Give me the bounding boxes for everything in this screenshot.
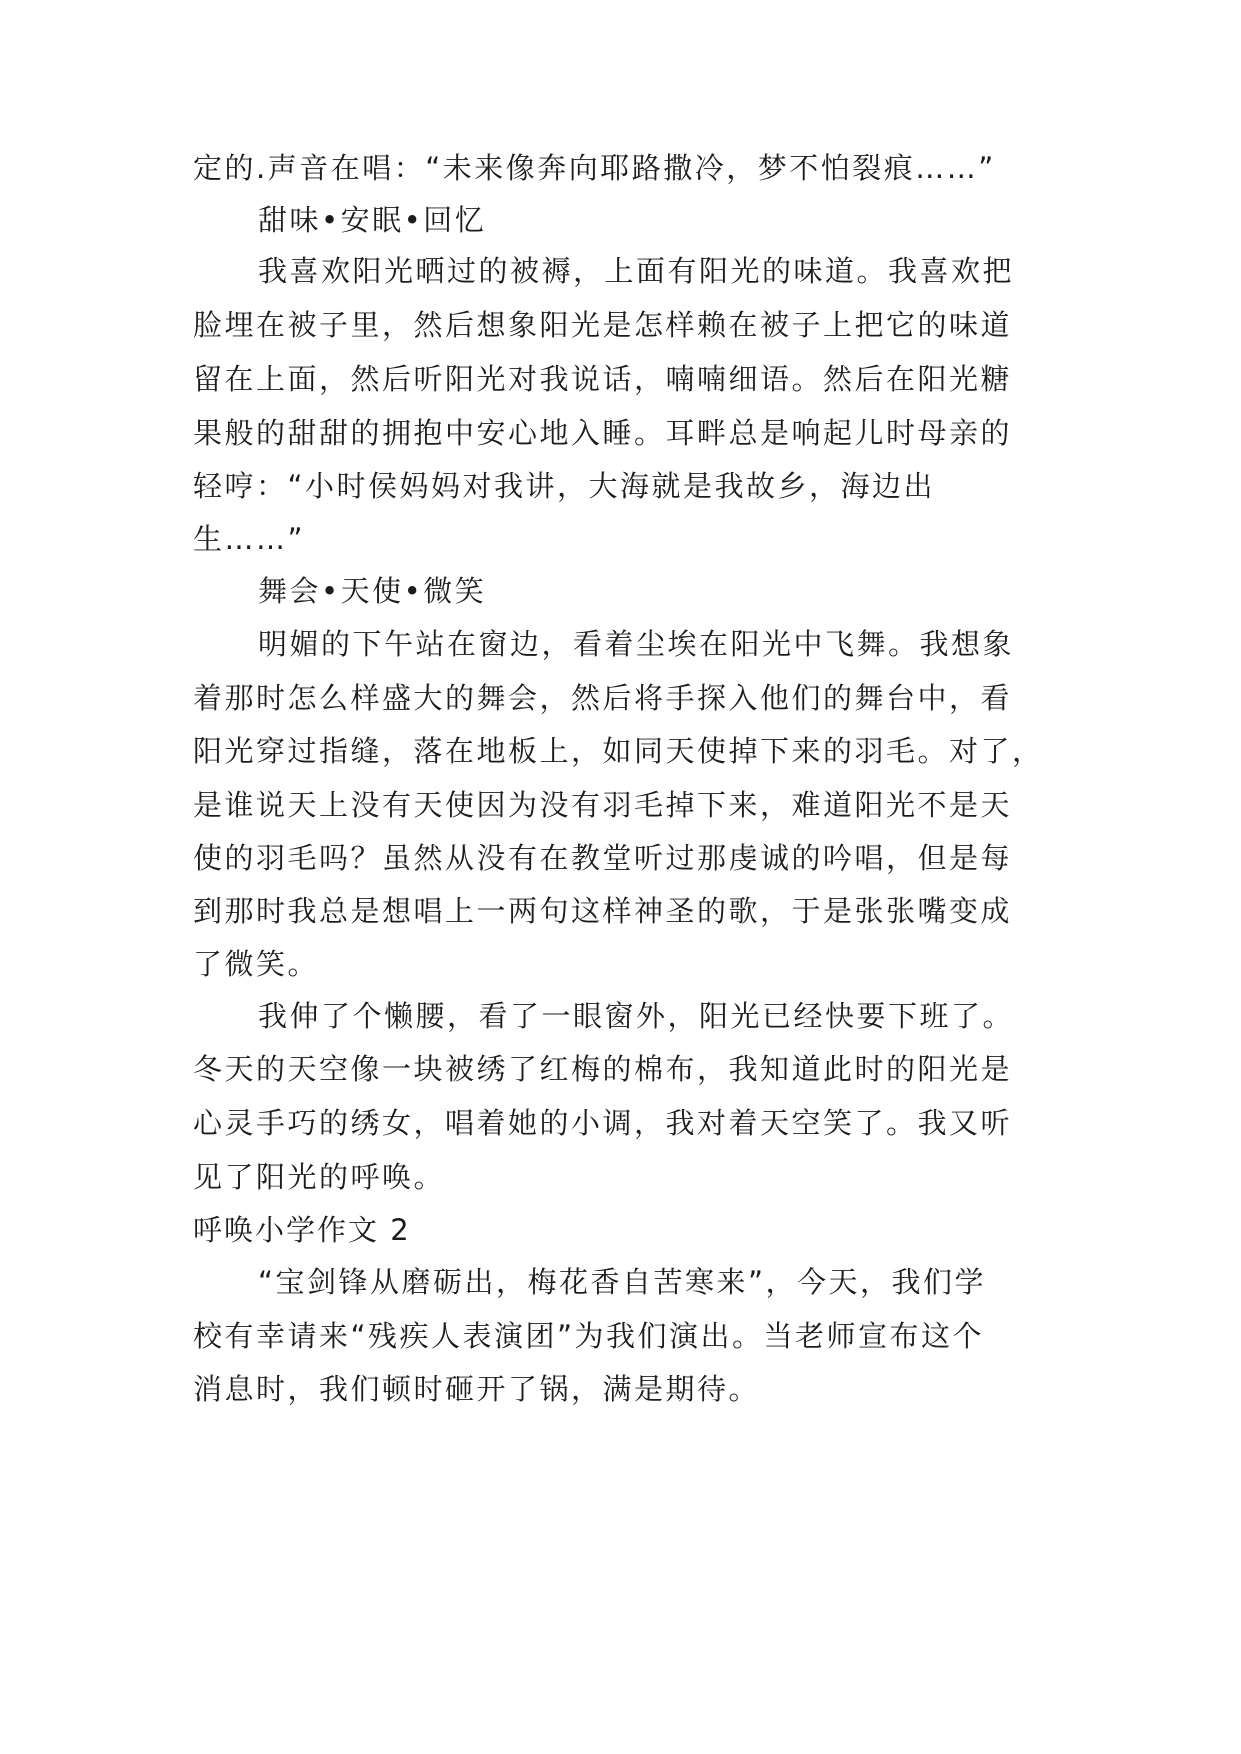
- section-heading: 舞会•天使•微笑: [258, 574, 487, 608]
- section-heading: 甜味•安眠•回忆: [258, 203, 487, 237]
- paragraph-line: 校有幸请来“残疾人表演团”为我们演出。当老师宣布这个: [193, 1319, 985, 1353]
- paragraph-line: 我伸了个懒腰，看了一眼窗外，阳光已经快要下班了。: [258, 999, 1015, 1033]
- paragraph-line: 消息时，我们顿时砸开了锅，满是期待。: [193, 1372, 761, 1406]
- paragraph-line: 心灵手巧的绣女，唱着她的小调，我对着天空笑了。我又听: [193, 1106, 1013, 1140]
- paragraph-line: 明媚的下午站在窗边，看着尘埃在阳光中飞舞。我想象: [258, 627, 1015, 661]
- paragraph-line: 轻哼：“小时侯妈妈对我讲，大海就是我故乡，海边出: [193, 469, 936, 503]
- paragraph-line: 是谁说天上没有天使因为没有羽毛掉下来，难道阳光不是天: [193, 788, 1013, 822]
- essay-title: 呼唤小学作文 2: [193, 1213, 411, 1247]
- paragraph-line: 定的.声音在唱：“未来像奔向耶路撒冷，梦不怕裂痕……”: [193, 151, 996, 185]
- paragraph-line: 见了阳光的呼唤。: [193, 1160, 446, 1194]
- paragraph-line: 了微笑。: [193, 947, 320, 981]
- paragraph-line: “宝剑锋从磨砺出，梅花香自苦寒来”，今天，我们学: [258, 1265, 987, 1299]
- paragraph-line: 阳光穿过指缝，落在地板上，如同天使掉下来的羽毛。对了，: [193, 734, 1044, 768]
- paragraph-line: 脸埋在被子里，然后想象阳光是怎样赖在被子上把它的味道: [193, 308, 1013, 342]
- paragraph-line: 我喜欢阳光晒过的被褥，上面有阳光的味道。我喜欢把: [258, 254, 1015, 288]
- paragraph-line: 生……”: [193, 522, 306, 556]
- paragraph-line: 果般的甜甜的拥抱中安心地入睡。耳畔总是响起儿时母亲的: [193, 416, 1013, 450]
- paragraph-line: 着那时怎么样盛大的舞会，然后将手探入他们的舞台中，看: [193, 681, 1013, 715]
- paragraph-line: 冬天的天空像一块被绣了红梅的棉布，我知道此时的阳光是: [193, 1052, 1013, 1086]
- paragraph-line: 留在上面，然后听阳光对我说话，喃喃细语。然后在阳光糖: [193, 362, 1013, 396]
- paragraph-line: 使的羽毛吗？虽然从没有在教堂听过那虔诚的吟唱，但是每: [193, 841, 1013, 875]
- paragraph-line: 到那时我总是想唱上一两句这样神圣的歌，于是张张嘴变成: [193, 894, 1013, 928]
